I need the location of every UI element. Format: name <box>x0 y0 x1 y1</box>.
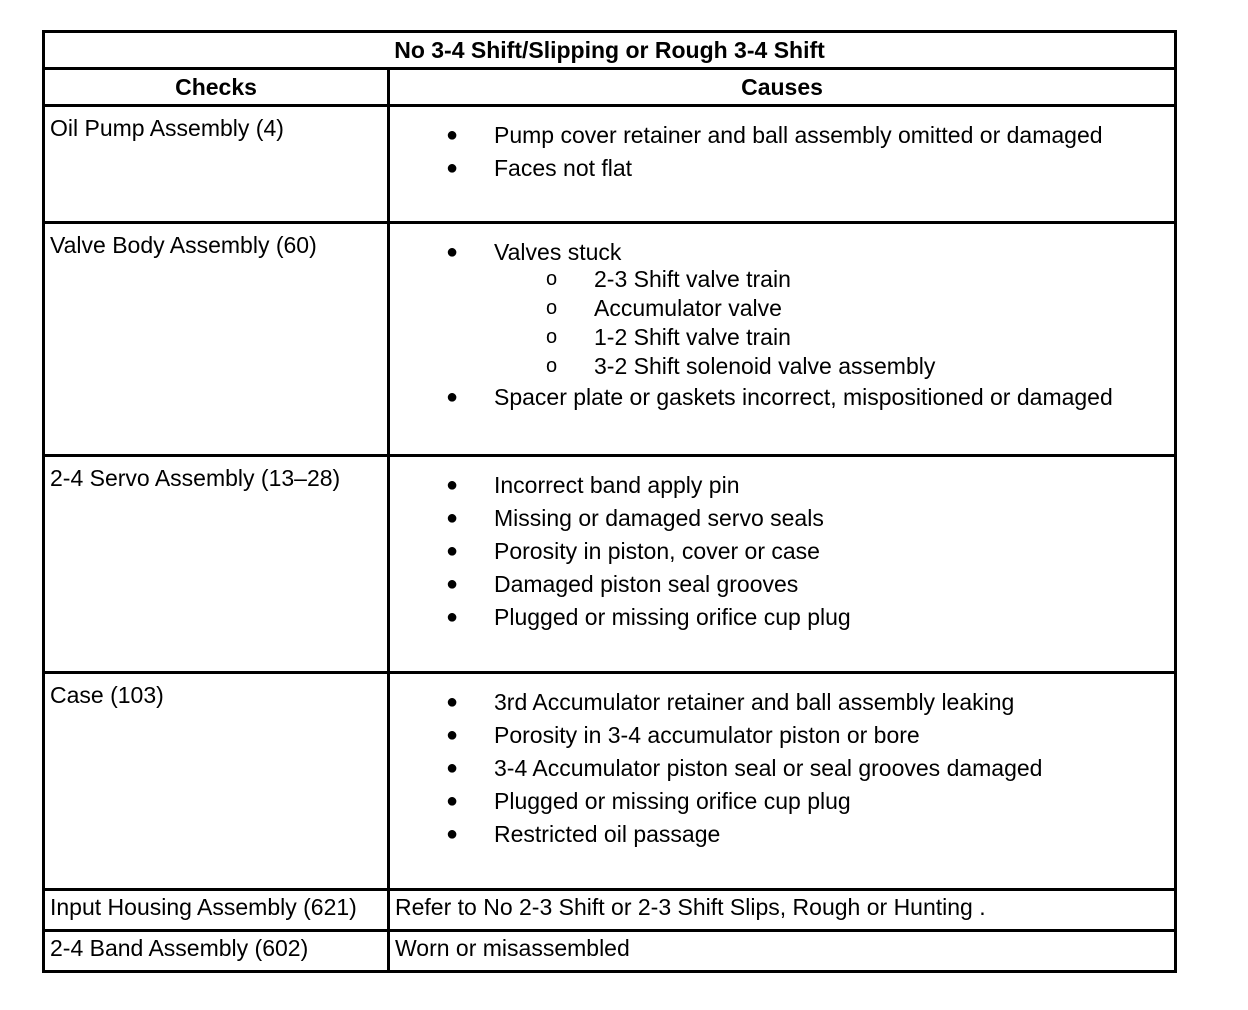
bullet-icon: ● <box>446 474 459 496</box>
table-row <box>44 106 1176 223</box>
check-cell <box>44 106 389 223</box>
sub-bullet-icon: o <box>546 268 558 290</box>
bullet-icon: ● <box>446 540 459 562</box>
sub-bullet-icon: o <box>546 297 558 319</box>
cause-item <box>390 752 1174 785</box>
causes-cell <box>389 223 1176 456</box>
cause-item <box>390 818 1174 851</box>
table-title: No 3-4 Shift/Slipping or Rough 3-4 Shift <box>44 32 1176 69</box>
bullet-icon: ● <box>446 823 459 845</box>
check-cell <box>44 223 389 456</box>
bullet-icon: ● <box>446 790 459 812</box>
cause-text: Restricted oil passage <box>494 821 721 847</box>
sub-cause-text: 1-2 Shift valve train <box>594 324 791 350</box>
cause-list <box>390 674 1174 851</box>
cause-text: Missing or damaged servo seals <box>494 505 824 531</box>
cause-item <box>390 469 1174 502</box>
check-cell <box>44 456 389 673</box>
causes-cell <box>389 931 1176 972</box>
bullet-icon: ● <box>446 241 459 263</box>
cause-item <box>390 568 1174 601</box>
bullet-icon: ● <box>446 124 459 146</box>
causes-cell <box>389 673 1176 890</box>
check-label: 2-4 Servo Assembly (13–28) <box>50 465 341 491</box>
cause-list <box>390 457 1174 634</box>
causes-cell <box>389 106 1176 223</box>
cause-item <box>390 785 1174 818</box>
cause-text: Damaged piston seal grooves <box>494 571 799 597</box>
cause-text: Porosity in 3-4 accumulator piston or bore <box>494 722 920 748</box>
header-causes: Causes <box>389 69 1176 106</box>
diagnosis-table <box>42 30 1177 973</box>
sub-bullet-icon: o <box>546 355 558 377</box>
cause-text: Valves stuck <box>494 239 622 265</box>
cause-text: Incorrect band apply pin <box>494 472 740 498</box>
sub-cause-item <box>390 323 1174 352</box>
cause-text: Pump cover retainer and ball assembly omitted or damaged <box>494 122 1103 148</box>
header-checks: Checks <box>44 69 389 106</box>
causes-cell <box>389 456 1176 673</box>
cause-text: Refer to No 2-3 Shift or 2-3 Shift Slips, Rough or Hunting . <box>395 894 986 920</box>
bullet-icon: ● <box>446 386 459 408</box>
sub-cause-item <box>390 265 1174 294</box>
check-label: Input Housing Assembly (621) <box>50 894 357 920</box>
check-cell <box>44 673 389 890</box>
table-body <box>44 106 1176 972</box>
cause-text: Plugged or missing orifice cup plug <box>494 604 851 630</box>
bullet-icon: ● <box>446 691 459 713</box>
check-cell <box>44 890 389 931</box>
cause-item <box>390 502 1174 535</box>
cause-list <box>390 107 1174 185</box>
cause-item <box>390 152 1174 185</box>
check-label: Oil Pump Assembly (4) <box>50 115 284 141</box>
cause-text: Spacer plate or gaskets incorrect, mispositioned or damaged <box>494 384 1113 410</box>
bullet-icon: ● <box>446 757 459 779</box>
check-label: 2-4 Band Assembly (602) <box>50 935 309 961</box>
table-row <box>44 673 1176 890</box>
cause-list <box>390 224 1174 414</box>
cause-text: 3rd Accumulator retainer and ball assembly leaking <box>494 689 1015 715</box>
sub-cause-item <box>390 352 1174 381</box>
sub-cause-text: Accumulator valve <box>594 295 782 321</box>
check-label: Valve Body Assembly (60) <box>50 232 317 258</box>
cause-item <box>390 601 1174 634</box>
cause-text: Worn or misassembled <box>395 935 630 961</box>
bullet-icon: ● <box>446 573 459 595</box>
cause-text: Porosity in piston, cover or case <box>494 538 820 564</box>
sub-cause-list <box>390 265 1174 381</box>
table-row <box>44 890 1176 931</box>
cause-text: 3-4 Accumulator piston seal or seal grooves damaged <box>494 755 1043 781</box>
sub-cause-item <box>390 294 1174 323</box>
cause-text: Plugged or missing orifice cup plug <box>494 788 851 814</box>
cause-item <box>390 119 1174 152</box>
cause-item <box>390 719 1174 752</box>
bullet-icon: ● <box>446 157 459 179</box>
sub-cause-text: 2-3 Shift valve train <box>594 266 791 292</box>
bullet-icon: ● <box>446 724 459 746</box>
bullet-icon: ● <box>446 606 459 628</box>
table-row <box>44 456 1176 673</box>
sub-cause-text: 3-2 Shift solenoid valve assembly <box>594 353 936 379</box>
cause-item <box>390 381 1174 414</box>
table-row <box>44 223 1176 456</box>
table-row <box>44 931 1176 972</box>
header-row <box>44 69 1176 106</box>
sub-bullet-icon: o <box>546 326 558 348</box>
check-label: Case (103) <box>50 682 164 708</box>
cause-text: Faces not flat <box>494 155 633 181</box>
bullet-icon: ● <box>446 507 459 529</box>
causes-cell <box>389 890 1176 931</box>
check-cell <box>44 931 389 972</box>
cause-item <box>390 686 1174 719</box>
title-row <box>44 32 1176 69</box>
cause-item <box>390 535 1174 568</box>
